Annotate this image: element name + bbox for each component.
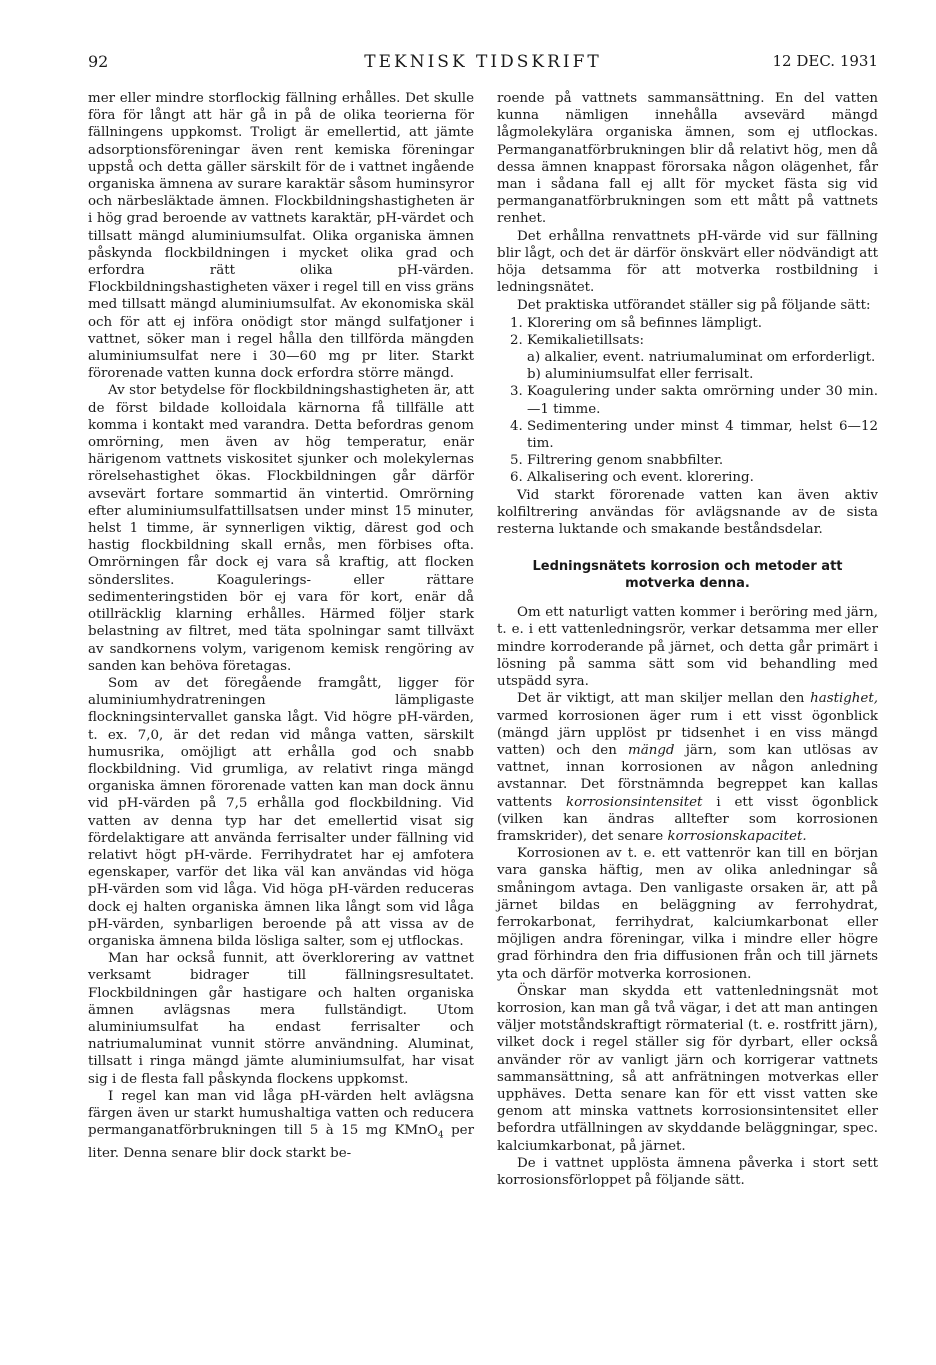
paragraph: Det erhållna renvattnets pH-värde vid sur fällning blir lågt, och det är därför önskvärt eller nödvändigt att höja detsamma för att motverka rostbildning i ledningsnätet. (497, 228, 878, 296)
text-run: varmed korrosionen äger rum i ett visst ögonblick (mängd järn upplöst pr tidsenhet i en viss mängd vatten) och den (497, 708, 878, 758)
left-column (88, 90, 474, 1162)
section-heading: Ledningsnätets korrosion och metoder att motverka denna. (532, 559, 843, 592)
list-text: Kemikalietillsats: (527, 332, 644, 348)
paragraph: Det praktiska utförandet ställer sig på följande sätt: (517, 298, 871, 314)
text-run: järn, som kan utlösas av vattnet, innan korrosionen av någon anledning avstannar. Det förstnämnda begreppet kan kallas vattents (497, 742, 878, 810)
list-number: 2. (510, 332, 523, 348)
list-item (497, 452, 878, 469)
procedure-list (497, 315, 878, 487)
paragraph: Vid starkt förorenade vatten kan även aktiv kolfiltrering användas för avlägsnande av de sista resterna luktande och smakande beståndsdelar. (497, 487, 878, 538)
emphasis: korrosionskapacitet. (667, 828, 807, 844)
list-item (497, 418, 878, 452)
list-text: Sedimentering under minst 4 timmar, helst 6—12 tim. (527, 418, 878, 452)
paragraph: Korrosionen av t. e. ett vattenrör kan till en början vara ganska häftig, men av olika anledningar så småningom avtaga. Den vanligaste orsaken är, att på järnet bildas en beläggning av ferrohydrat, ferrokarbonat, ferrihydrat, kalciumkarbonat eller möjligen andra föreningar, vilka i mindre eller högre grad förhindra den fria diffusionen från och till järnets yta och därför motverka korrosionen. (497, 846, 878, 982)
text-run: per liter. Denna senare blir dock starkt be- (88, 1123, 474, 1162)
paragraph: Önskar man skydda ett vattenledningsnät mot korrosion, kan man gå två vägar, i det att man antingen väljer motståndskraftigt rörmaterial (t. e. rostfritt järn), vilket dock i regel ställer sig för dyrbart, eller också använder rör av vanligt järn och korrigerar vattnets sammansättning, så att anfrätningen motverkas eller upphäves. Detta senare kan för ett visst vatten ske genom att minska vattnets korrosionsintensitet eller befordra utfällningen av skyddande beläggningar, spec. kalciumkarbonat, på järnet. (497, 983, 878, 1154)
list-number: 4. (510, 418, 523, 434)
list-text: Koagulering under sakta omrörning under 30 min.—1 timme. (527, 384, 878, 417)
list-text: Klorering om så befinnes lämpligt. (527, 315, 762, 331)
list-text: Alkalisering och event. klorering. (527, 470, 754, 486)
paragraph (88, 1088, 474, 1162)
list-number: 3. (510, 384, 523, 400)
list-text: Filtrering genom snabbfilter. (527, 453, 724, 469)
paragraph (497, 690, 878, 845)
right-column (497, 90, 878, 1189)
list-item (497, 469, 878, 486)
sub-item: a) alkalier, event. natriumaluminat om erforderligt. (527, 350, 876, 366)
list-item (497, 315, 878, 332)
page-header (88, 52, 878, 78)
paragraph: Som av det föregående framgått, ligger för aluminiumhydratreningen lämpligaste flockningsintervallet ganska lågt. Vid högre pH-värden, t. ex. 7,0, är det redan vid många vatten, särskilt humusrika, omöjligt att erhålla god och snabb flockbildning. Vid grumliga, av relativt ringa mängd organiska ämnen förorenade vatten kan man dock ännu vid pH-värden på 7,5 erhålla god flockbildning. Vid vatten av denna typ har det emellertid visat sig fördelaktigare att använda ferrisalter under fällning vid relativt högt pH-värde. Ferrihydratet har ej amfotera egenskaper, varför det lika väl kan användas vid höga pH-värden som vid låga. Vid höga pH-värden reduceras dock ej halten organiska ämnen lika långt som vid låga pH-värden, synbarligen beroende på att vissa av de organiska ämnena bilda lösliga salter, som ej utflockas. (88, 675, 474, 949)
text-run: I regel kan man vid låga pH-värden helt avlägsna färgen även ur starkt humushaltiga vatten och reducera permanganatförbrukningen till 5 à 15 mg KMnO (88, 1088, 474, 1139)
paragraph: Om ett naturligt vatten kommer i beröring med järn, t. e. i ett vattenledningsrör, verkar detsamma mer eller mindre korroderande på järnet, och detta går primärt i lösning på samma sätt som vid behandling med utspädd syra. (497, 605, 878, 690)
emphasis: mängd (628, 742, 675, 758)
issue-date: 12 DEC. 1931 (772, 52, 878, 70)
text-run: Det är viktigt, att man skiljer mellan den (517, 691, 811, 707)
list-number: 5. (510, 453, 523, 469)
journal-title: TEKNISK TIDSKRIFT (364, 52, 602, 72)
paragraph: roende på vattnets sammansättning. En del vatten kunna nämligen innehålla avsevärd mängd lågmolekylära organiska ämnen, som ej utflockas. Permanganatförbrukningen blir då relativt hög, men då dessa ämnen knappast förorsaka någon olägenhet, får man i sådana fall ej allt för mycket fästa sig vid permanganatförbrukningen som ett mått på vattnets renhet. (497, 91, 878, 227)
paragraph: De i vattnet upplösta ämnena påverka i stort sett korrosionsförloppet på följande sätt. (497, 1155, 878, 1188)
emphasis: hastighet, (810, 691, 878, 707)
emphasis: korrosionsintensitet (566, 794, 703, 810)
list-item (497, 332, 878, 384)
list-item (497, 383, 878, 417)
subscript: 4 (437, 1130, 444, 1141)
list-number: 6. (510, 470, 523, 486)
text-run: i ett visst ögonblick (vilken kan ändras alltefter som korrosionen framskrider), det senare (497, 794, 878, 844)
sub-item: b) aluminiumsulfat eller ferrisalt. (527, 367, 754, 383)
paragraph: mer eller mindre storflockig fällning erhålles. Det skulle föra för långt att här gå in på de olika teorierna för fällningens uppkomst. Troligt är emellertid, att jämte adsorptionsföreningar även rent kemiska föreningar uppstå och detta gäller särskilt för de i vattnet ingående organiska ämnena av surare karaktär såsom huminsyror och närbesläktade ämnen. Flockbildningshastigheten är i hög grad beroende av vattnets karaktär, pH-värdet och tillsatt mängd aluminiumsulfat. Olika organiska ämnen påskynda flockbildningen i mycket olika grad och erfordra rätt olika pH-värden. Flockbildningshastigheten växer i regel till en viss gräns med tillsatt mängd aluminiumsulfat. Av ekonomiska skäl och för att ej införa onödigt stor mängd sulfatjoner i vattnet, söker man i regel hålla den tillförda mängden aluminiumsulfat nere i 30—60 mg pr liter. Starkt förorenade vatten kunna dock erfordra större mängd. (88, 91, 474, 382)
list-number: 1. (510, 315, 523, 331)
paragraph: Man har också funnit, att överklorering av vattnet verksamt bidrager till fällningsresultatet. Flockbildningen går hastigare och halten organiska ämnen avlägsnas mera fullständigt. Utom aluminiumsulfat ha endast ferrisalter och natriumaluminat vunnit större användning. Aluminat, tillsatt i ringa mängd jämte aluminiumsulfat, har visat sig i de flesta fall påskynda flockens uppkomst. (88, 951, 474, 1087)
paragraph: Av stor betydelse för flockbildningshastigheten är, att de först bildade kolloidala kärnorna få tillfälle att komma i kontakt med varandra. Detta befordras genom omrörning, men även av hög temperatur, enär härigenom vattnets viskositet sjunker och molekylernas rörelsehastighet ökas. Flockbildningen går därför avsevärt fortare sommartid än vintertid. Omrörning efter aluminiumsulfattillsatsen under minst 15 minuter, helst 1 timme, är synnerligen viktig, därest god och hastig flockbildning skall ernås, men förbises ofta. Omrörningen får dock ej vara så kraftig, att flocken sönderslites. Koagulerings- eller rättare sedimenteringstiden bör ej vara för kort, enär då otillräcklig klarning erhålles. Härmed följer stark belastning av filtret, med täta spolningar samt tillväxt av sandkornens volym, varigenom kemisk rengöring av sanden kan behöva företagas. (88, 383, 474, 674)
page-number: 92 (88, 52, 109, 71)
